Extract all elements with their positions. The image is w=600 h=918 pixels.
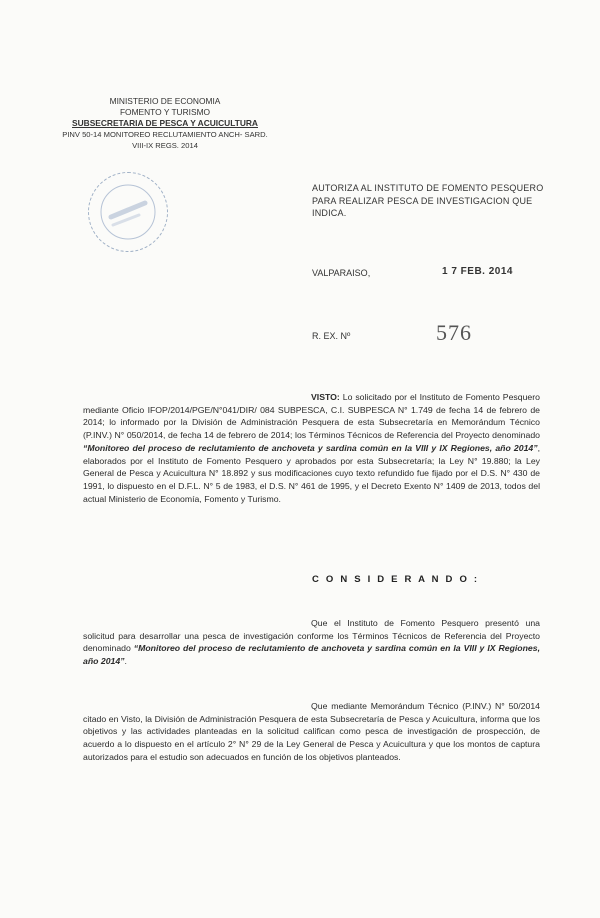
subject-block — [312, 182, 552, 220]
considerando-1-text: Que el Instituto de Fomento Pesquero presentó una solicitud para desarrollar una pesca de investigación conforme los Términos Técnicos de Referencia del Proyecto denominado — [83, 618, 540, 654]
considerando-1-project-title: “Monitoreo del proceso de reclutamiento de anchoveta y sardina común en la VIII y IX Regiones, año 2014” — [83, 643, 540, 667]
ministry-name: MINISTERIO DE ECONOMIA — [109, 96, 221, 106]
stamp-seal — [88, 172, 168, 252]
considerando-1-end: . — [124, 656, 127, 667]
rex-label: R. EX. Nº — [312, 331, 351, 341]
rex-number: 576 — [436, 320, 472, 345]
considerando-2-text: Que mediante Memorándum Técnico (P.INV.) N° 50/2014 citado en Visto, la División de Administración Pesquera de esta Subsecretaría de Pesca y Acuicultura, informa que los objetivos y las actividades planteadas en la solicitud califican como pesca de investigación de prospección, de acuerdo a lo dispuesto en el artículo 2° N° 29 de la Ley General de Pesca y Acuicultura y que los montos de captura autorizados para el estudio son adecuados en función de los objetivos planteados. — [83, 701, 540, 762]
visto-label: VISTO: — [311, 392, 340, 402]
considerando-heading: C O N S I D E R A N D O : — [312, 574, 480, 585]
subject-line-3: INDICA. — [312, 208, 347, 218]
visto-text-1: Lo solicitado por el Instituto de Fomento Pesquero mediante Oficio IFOP/2014/PGE/N°041/DIR/ 084 SUBPESCA, C.I. SUBPESCA N° 1.749 de fecha 14 de febrero de 2014; lo informado por la División de Administración Pesquera de esta Subsecretaría en Memorándum Técnico (P.INV.) N° 050/2014, de fecha 14 de febrero de 2014; los Términos Técnicos de Referencia del Proyecto denominado — [83, 392, 540, 441]
subject-line-2: PARA REALIZAR PESCA DE INVESTIGACION QUE — [312, 195, 533, 206]
letterhead — [60, 96, 270, 151]
stamp-seal-graphic — [89, 173, 167, 251]
reference-line-2: VIII-IX REGS. 2014 — [132, 141, 198, 150]
ministry-subtitle: FOMENTO Y TURISMO — [119, 107, 211, 117]
visto-paragraph — [83, 391, 540, 505]
visto-text-2: , elaborados por el Instituto de Fomento Pesquero y aprobados por esta Subsecretaría; la Ley N° 19.880; la Ley General de Pesca y Acuicultura N° 18.892 y sus modificaciones cuyo texto refundido fue fijado por el D.S. N° 430 de 1991, lo dispuesto en el D.F.L. N° 5 de 1983, el D.S. N° 461 de 1995, y el Decreto Exento N° 1409 de 2013, todos del actual Ministerio de Economía, Fomento y Turismo. — [83, 442, 540, 504]
place-label: VALPARAISO, — [312, 268, 371, 278]
date-stamp: 1 7 FEB. 2014 — [442, 266, 513, 277]
reference-line-1: PINV 50-14 MONITOREO RECLUTAMIENTO ANCH- SARD. — [62, 130, 268, 139]
visto-project-title: “Monitoreo del proceso de reclutamiento de anchoveta y sardina común en la VIII y IX Regiones, año 2014” — [83, 442, 538, 453]
undersecretariat-name: SUBSECRETARIA DE PESCA Y ACUICULTURA — [72, 118, 258, 128]
considerando-paragraph-1 — [83, 617, 540, 668]
considerando-paragraph-2 — [83, 700, 540, 764]
subject-line-1: AUTORIZA AL INSTITUTO DE FOMENTO PESQUERO — [312, 183, 544, 193]
